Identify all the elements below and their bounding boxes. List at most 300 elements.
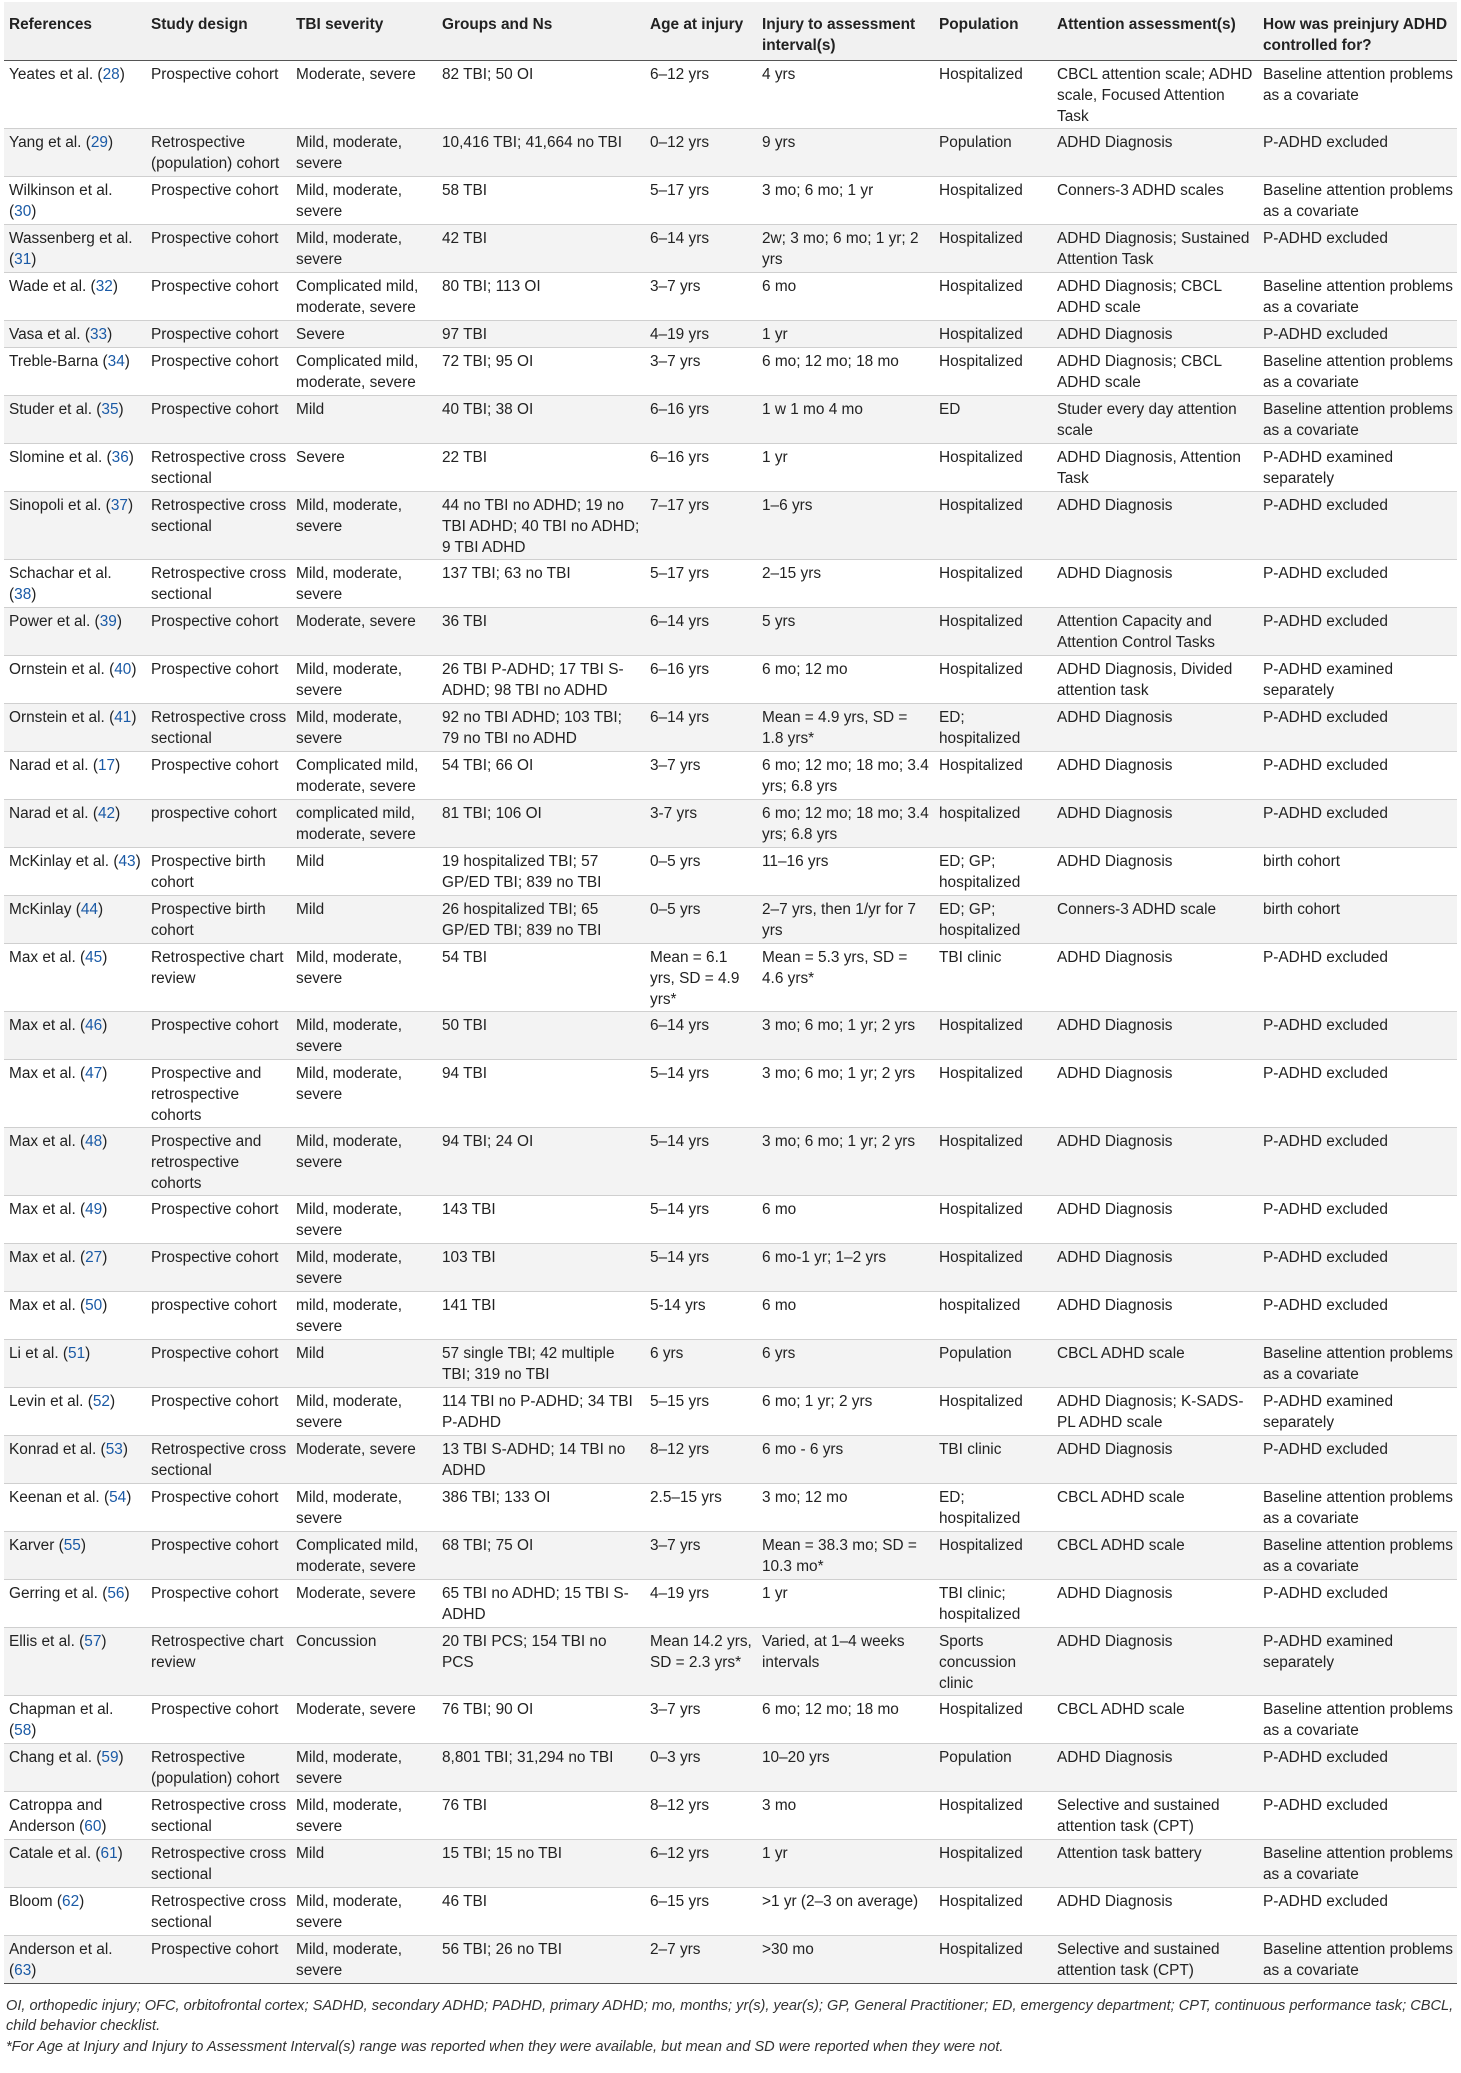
assessment-cell: ADHD Diagnosis <box>1052 1292 1258 1340</box>
column-header-tbi-severity: TBI severity <box>291 2 437 61</box>
interval-cell: 9 yrs <box>757 129 934 177</box>
table-header <box>4 2 1457 61</box>
reference-number-link[interactable]: 47 <box>85 1065 103 1082</box>
age-cell: 8–12 yrs <box>645 1792 757 1840</box>
control-cell: Baseline attention problems as a covariate <box>1258 1696 1457 1744</box>
population-cell: Hospitalized <box>934 61 1052 129</box>
groups-cell: 97 TBI <box>437 321 645 348</box>
interval-cell: Mean = 4.9 yrs, SD = 1.8 yrs* <box>757 704 934 752</box>
reference-number-link[interactable]: 39 <box>99 613 117 630</box>
interval-cell: 3 mo; 6 mo; 1 yr; 2 yrs <box>757 1012 934 1060</box>
reference-author: Slomine et al. <box>9 449 103 466</box>
tbi-severity-cell: Moderate, severe <box>291 1580 437 1628</box>
study-design-cell: Prospective cohort <box>146 1696 291 1744</box>
reference-number-link[interactable]: 54 <box>109 1489 127 1506</box>
reference-number-link[interactable]: 35 <box>101 401 119 418</box>
table-body <box>4 61 1457 1984</box>
study-design-cell: Prospective and retrospective cohorts <box>146 1060 291 1128</box>
reference-number-link[interactable]: 49 <box>85 1201 103 1218</box>
age-cell: 3–7 yrs <box>645 273 757 321</box>
tbi-severity-cell: Mild <box>291 896 437 944</box>
tbi-severity-cell: Complicated mild, moderate, severe <box>291 752 437 800</box>
control-cell: P-ADHD excluded <box>1258 1196 1457 1244</box>
reference-number-link[interactable]: 27 <box>85 1249 103 1266</box>
tbi-severity-cell: Moderate, severe <box>291 1436 437 1484</box>
assessment-cell: Attention Capacity and Attention Control Tasks <box>1052 608 1258 656</box>
groups-cell: 92 no TBI ADHD; 103 TBI; 79 no TBI no ADHD <box>437 704 645 752</box>
groups-cell: 26 hospitalized TBI; 65 GP/ED TBI; 839 no TBI <box>437 896 645 944</box>
table-row <box>4 321 1457 348</box>
age-cell: 6–14 yrs <box>645 225 757 273</box>
interval-cell: Mean = 5.3 yrs, SD = 4.6 yrs* <box>757 944 934 1012</box>
tbi-severity-cell: Mild, moderate, severe <box>291 656 437 704</box>
study-design-cell: Prospective cohort <box>146 321 291 348</box>
control-cell: P-ADHD excluded <box>1258 1292 1457 1340</box>
reference-cell: Power et al. (39) <box>4 608 146 656</box>
reference-author: Gerring et al. <box>9 1585 98 1602</box>
assessment-cell: Attention task battery <box>1052 1840 1258 1888</box>
study-design-cell: Retrospective cross sectional <box>146 1792 291 1840</box>
control-cell: P-ADHD excluded <box>1258 704 1457 752</box>
column-header-references: References <box>4 2 146 61</box>
control-cell: P-ADHD excluded <box>1258 1888 1457 1936</box>
study-design-cell: Prospective cohort <box>146 1936 291 1984</box>
table-row <box>4 1696 1457 1744</box>
groups-cell: 22 TBI <box>437 444 645 492</box>
groups-cell: 80 TBI; 113 OI <box>437 273 645 321</box>
reference-author: McKinlay et al. <box>9 853 110 870</box>
reference-cell: Max et al. (45) <box>4 944 146 1012</box>
reference-number-link[interactable]: 41 <box>114 709 132 726</box>
table-row <box>4 848 1457 896</box>
assessment-cell: ADHD Diagnosis <box>1052 492 1258 560</box>
reference-cell: Li et al. (51) <box>4 1340 146 1388</box>
assessment-cell: CBCL ADHD scale <box>1052 1696 1258 1744</box>
groups-cell: 8,801 TBI; 31,294 no TBI <box>437 1744 645 1792</box>
groups-cell: 20 TBI PCS; 154 TBI no PCS <box>437 1628 645 1696</box>
tbi-severity-cell: mild, moderate, severe <box>291 1292 437 1340</box>
study-design-cell: Retrospective (population) cohort <box>146 129 291 177</box>
age-cell: 6–12 yrs <box>645 1840 757 1888</box>
assessment-cell: ADHD Diagnosis <box>1052 752 1258 800</box>
control-cell: P-ADHD excluded <box>1258 944 1457 1012</box>
control-cell: Baseline attention problems as a covariate <box>1258 348 1457 396</box>
age-cell: 8–12 yrs <box>645 1436 757 1484</box>
reference-number-link[interactable]: 29 <box>90 134 108 151</box>
reference-cell: Narad et al. (17) <box>4 752 146 800</box>
age-cell: 6–16 yrs <box>645 396 757 444</box>
population-cell: Hospitalized <box>934 752 1052 800</box>
tbi-severity-cell: Mild, moderate, severe <box>291 1196 437 1244</box>
reference-author: Max et al. <box>9 1249 76 1266</box>
assessment-cell: ADHD Diagnosis <box>1052 1628 1258 1696</box>
assessment-cell: ADHD Diagnosis <box>1052 1580 1258 1628</box>
interval-cell: 6 yrs <box>757 1340 934 1388</box>
reference-author: Karver <box>9 1537 55 1554</box>
study-design-cell: Prospective birth cohort <box>146 896 291 944</box>
table-row <box>4 1012 1457 1060</box>
reference-cell: Vasa et al. (33) <box>4 321 146 348</box>
reference-cell: Keenan et al. (54) <box>4 1484 146 1532</box>
control-cell: P-ADHD examined separately <box>1258 656 1457 704</box>
population-cell: Hospitalized <box>934 1532 1052 1580</box>
reference-cell: Konrad et al. (53) <box>4 1436 146 1484</box>
reference-number-link[interactable]: 33 <box>90 326 108 343</box>
table-row <box>4 61 1457 129</box>
population-cell: Hospitalized <box>934 321 1052 348</box>
reference-author: Yeates et al. <box>9 66 94 83</box>
population-cell: Hospitalized <box>934 608 1052 656</box>
age-cell: Mean 14.2 yrs, SD = 2.3 yrs* <box>645 1628 757 1696</box>
table-footnotes <box>0 1984 1461 2057</box>
reference-number-link[interactable]: 48 <box>85 1133 103 1150</box>
table-row <box>4 944 1457 1012</box>
reference-number-link[interactable]: 53 <box>105 1441 123 1458</box>
control-cell: Baseline attention problems as a covariate <box>1258 1340 1457 1388</box>
age-cell: 0–3 yrs <box>645 1744 757 1792</box>
groups-cell: 58 TBI <box>437 177 645 225</box>
table-row <box>4 1196 1457 1244</box>
control-cell: P-ADHD excluded <box>1258 321 1457 348</box>
reference-author: Narad et al. <box>9 805 89 822</box>
study-design-cell: Prospective cohort <box>146 656 291 704</box>
reference-author: Narad et al. <box>9 757 89 774</box>
study-design-cell: Prospective cohort <box>146 1484 291 1532</box>
reference-number-link[interactable]: 57 <box>84 1633 102 1650</box>
reference-author: Konrad et al. <box>9 1441 97 1458</box>
groups-cell: 26 TBI P-ADHD; 17 TBI S-ADHD; 98 TBI no ADHD <box>437 656 645 704</box>
tbi-severity-cell: complicated mild, moderate, severe <box>291 800 437 848</box>
reference-author: Studer et al. <box>9 401 92 418</box>
interval-cell: 6 mo <box>757 1292 934 1340</box>
control-cell: Baseline attention problems as a covariate <box>1258 1936 1457 1984</box>
population-cell: ED <box>934 396 1052 444</box>
reference-number-link[interactable]: 51 <box>68 1345 86 1362</box>
groups-cell: 94 TBI <box>437 1060 645 1128</box>
age-cell: 6–14 yrs <box>645 608 757 656</box>
control-cell: P-ADHD excluded <box>1258 800 1457 848</box>
reference-author: Ornstein et al. <box>9 709 105 726</box>
reference-cell: Yang et al. (29) <box>4 129 146 177</box>
reference-author: Ellis et al. <box>9 1633 75 1650</box>
interval-cell: 1 yr <box>757 444 934 492</box>
table-row <box>4 1792 1457 1840</box>
interval-cell: 6 mo; 12 mo; 18 mo <box>757 348 934 396</box>
reference-cell: McKinlay (44) <box>4 896 146 944</box>
reference-number-link[interactable]: 40 <box>114 661 132 678</box>
population-cell: Hospitalized <box>934 1792 1052 1840</box>
reference-number-link[interactable]: 62 <box>62 1893 80 1910</box>
column-header-attention-assessment: Attention assessment(s) <box>1052 2 1258 61</box>
reference-number-link[interactable]: 56 <box>107 1585 125 1602</box>
reference-author: Wilkinson et al. <box>9 182 113 199</box>
assessment-cell: ADHD Diagnosis <box>1052 129 1258 177</box>
groups-cell: 19 hospitalized TBI; 57 GP/ED TBI; 839 no TBI <box>437 848 645 896</box>
assessment-cell: ADHD Diagnosis <box>1052 1060 1258 1128</box>
table-row <box>4 1888 1457 1936</box>
assessment-cell: Conners-3 ADHD scale <box>1052 896 1258 944</box>
control-cell: P-ADHD excluded <box>1258 129 1457 177</box>
groups-cell: 54 TBI; 66 OI <box>437 752 645 800</box>
reference-author: Li et al. <box>9 1345 59 1362</box>
control-cell: birth cohort <box>1258 896 1457 944</box>
column-header-preinjury-adhd-control: How was preinjury ADHD controlled for? <box>1258 2 1457 61</box>
study-design-cell: Prospective cohort <box>146 752 291 800</box>
groups-cell: 76 TBI; 90 OI <box>437 1696 645 1744</box>
reference-cell: Slomine et al. (36) <box>4 444 146 492</box>
tbi-severity-cell: Severe <box>291 321 437 348</box>
assessment-cell: CBCL ADHD scale <box>1052 1484 1258 1532</box>
reference-cell: Anderson et al. (63) <box>4 1936 146 1984</box>
groups-cell: 68 TBI; 75 OI <box>437 1532 645 1580</box>
control-cell: Baseline attention problems as a covariate <box>1258 177 1457 225</box>
age-cell: 5–14 yrs <box>645 1128 757 1196</box>
groups-cell: 57 single TBI; 42 multiple TBI; 319 no TBI <box>437 1340 645 1388</box>
population-cell: Hospitalized <box>934 273 1052 321</box>
reference-author: Max et al. <box>9 1065 76 1082</box>
population-cell: hospitalized <box>934 800 1052 848</box>
interval-cell: 10–20 yrs <box>757 1744 934 1792</box>
control-cell: P-ADHD excluded <box>1258 1792 1457 1840</box>
table-row <box>4 1244 1457 1292</box>
age-cell: 6–16 yrs <box>645 656 757 704</box>
interval-cell: 5 yrs <box>757 608 934 656</box>
reference-number-link[interactable]: 46 <box>85 1017 103 1034</box>
age-cell: 6–16 yrs <box>645 444 757 492</box>
assessment-cell: ADHD Diagnosis <box>1052 1244 1258 1292</box>
population-cell: Hospitalized <box>934 1696 1052 1744</box>
assessment-cell: ADHD Diagnosis; CBCL ADHD scale <box>1052 348 1258 396</box>
interval-cell: 2–15 yrs <box>757 560 934 608</box>
interval-cell: 6 mo-1 yr; 1–2 yrs <box>757 1244 934 1292</box>
study-design-cell: Retrospective cross sectional <box>146 492 291 560</box>
reference-cell: Ornstein et al. (40) <box>4 656 146 704</box>
reference-number-link[interactable]: 50 <box>85 1297 103 1314</box>
control-cell: P-ADHD excluded <box>1258 608 1457 656</box>
table-row <box>4 1060 1457 1128</box>
reference-number-link[interactable]: 42 <box>97 805 116 822</box>
reference-cell: Max et al. (27) <box>4 1244 146 1292</box>
interval-cell: 11–16 yrs <box>757 848 934 896</box>
reference-number-link[interactable]: 55 <box>63 1537 81 1554</box>
interval-cell: 2–7 yrs, then 1/yr for 7 yrs <box>757 896 934 944</box>
reference-cell: Narad et al. (42) <box>4 800 146 848</box>
tbi-severity-cell: Mild, moderate, severe <box>291 1128 437 1196</box>
reference-author: Power et al. <box>9 613 91 630</box>
study-design-cell: Prospective cohort <box>146 61 291 129</box>
study-design-cell: Prospective cohort <box>146 1532 291 1580</box>
reference-number-link[interactable]: 60 <box>84 1818 102 1835</box>
table-row <box>4 348 1457 396</box>
table-row <box>4 273 1457 321</box>
interval-cell: 3 mo; 12 mo <box>757 1484 934 1532</box>
control-cell: P-ADHD excluded <box>1258 1580 1457 1628</box>
interval-cell: 6 mo; 1 yr; 2 yrs <box>757 1388 934 1436</box>
column-header-injury-to-assessment-interval: Injury to assessment interval(s) <box>757 2 934 61</box>
reference-author: Max et al. <box>9 1201 76 1218</box>
column-header-groups-and-ns: Groups and Ns <box>437 2 645 61</box>
reference-author: Sinopoli et al. <box>9 497 102 514</box>
groups-cell: 42 TBI <box>437 225 645 273</box>
interval-cell: 1 yr <box>757 1840 934 1888</box>
reference-number-link[interactable]: 52 <box>92 1393 110 1410</box>
reference-number-link[interactable]: 59 <box>101 1749 119 1766</box>
age-cell: 6–14 yrs <box>645 1012 757 1060</box>
assessment-cell: ADHD Diagnosis, Divided attention task <box>1052 656 1258 704</box>
tbi-severity-cell: Mild, moderate, severe <box>291 1744 437 1792</box>
age-cell: 5–17 yrs <box>645 560 757 608</box>
reference-number-link[interactable]: 30 <box>14 203 32 220</box>
age-cell: 3-7 yrs <box>645 800 757 848</box>
tbi-severity-cell: Mild <box>291 848 437 896</box>
reference-number-link[interactable]: 32 <box>95 278 113 295</box>
age-cell: 0–5 yrs <box>645 896 757 944</box>
column-header-age-at-injury: Age at injury <box>645 2 757 61</box>
population-cell: ED; GP; hospitalized <box>934 848 1052 896</box>
age-cell: 5–17 yrs <box>645 177 757 225</box>
assessment-cell: Selective and sustained attention task (CPT) <box>1052 1792 1258 1840</box>
population-cell: TBI clinic; hospitalized <box>934 1580 1052 1628</box>
reference-cell: Wassenberg et al. (31) <box>4 225 146 273</box>
tbi-severity-cell: Mild <box>291 1340 437 1388</box>
reference-number-link[interactable]: 31 <box>14 251 32 268</box>
tbi-severity-cell: Mild, moderate, severe <box>291 1060 437 1128</box>
study-design-cell: Prospective cohort <box>146 225 291 273</box>
abbreviations-footnote: OI, orthopedic injury; OFC, orbitofrontal cortex; SADHD, secondary ADHD; PADHD, primary ADHD; mo, months; yr(s), year(s); GP, General Practitioner; ED, emergency department; CPT, continuous performance task; CBCL, child behavior checklist. <box>6 1998 1454 2034</box>
interval-cell: 3 mo; 6 mo; 1 yr; 2 yrs <box>757 1060 934 1128</box>
reference-number-link[interactable]: 37 <box>110 497 128 514</box>
control-cell: P-ADHD examined separately <box>1258 444 1457 492</box>
reference-cell: Max et al. (50) <box>4 1292 146 1340</box>
groups-cell: 386 TBI; 133 OI <box>437 1484 645 1532</box>
table-row <box>4 1580 1457 1628</box>
reference-cell: Chang et al. (59) <box>4 1744 146 1792</box>
assessment-cell: ADHD Diagnosis <box>1052 1012 1258 1060</box>
tbi-severity-cell: Complicated mild, moderate, severe <box>291 1532 437 1580</box>
reference-author: Max et al. <box>9 1297 76 1314</box>
assessment-cell: Selective and sustained attention task (CPT) <box>1052 1936 1258 1984</box>
study-design-cell: Retrospective cross sectional <box>146 560 291 608</box>
reference-number-link[interactable]: 28 <box>102 66 120 83</box>
study-design-cell: Prospective cohort <box>146 608 291 656</box>
population-cell: Population <box>934 129 1052 177</box>
control-cell: P-ADHD excluded <box>1258 225 1457 273</box>
studies-table <box>4 2 1457 1984</box>
population-cell: ED; GP; hospitalized <box>934 896 1052 944</box>
reference-number-link[interactable]: 45 <box>85 949 103 966</box>
interval-cell: 1 yr <box>757 321 934 348</box>
table-row <box>4 177 1457 225</box>
age-cell: 3–7 yrs <box>645 1696 757 1744</box>
interval-cell: 4 yrs <box>757 61 934 129</box>
table-row <box>4 1388 1457 1436</box>
control-cell: P-ADHD examined separately <box>1258 1628 1457 1696</box>
reference-author: Chapman et al. <box>9 1701 114 1718</box>
tbi-severity-cell: Mild, moderate, severe <box>291 1484 437 1532</box>
reference-number-link[interactable]: 38 <box>14 586 32 603</box>
study-design-cell: Prospective cohort <box>146 1244 291 1292</box>
tbi-severity-cell: Mild, moderate, severe <box>291 560 437 608</box>
tbi-severity-cell: Mild <box>291 1840 437 1888</box>
study-design-cell: Retrospective (population) cohort <box>146 1744 291 1792</box>
interval-cell: 2w; 3 mo; 6 mo; 1 yr; 2 yrs <box>757 225 934 273</box>
reference-number-link[interactable]: 61 <box>100 1845 118 1862</box>
age-cell: 6–12 yrs <box>645 61 757 129</box>
reference-author: Schachar et al. <box>9 565 112 582</box>
table-row <box>4 225 1457 273</box>
reference-cell: McKinlay et al. (43) <box>4 848 146 896</box>
age-cell: 0–5 yrs <box>645 848 757 896</box>
interval-cell: >30 mo <box>757 1936 934 1984</box>
assessment-cell: ADHD Diagnosis; Sustained Attention Task <box>1052 225 1258 273</box>
age-cell: 7–17 yrs <box>645 492 757 560</box>
reference-number-link[interactable]: 34 <box>107 353 125 370</box>
table-row <box>4 129 1457 177</box>
reference-author: Levin et al. <box>9 1393 84 1410</box>
reference-number-link[interactable]: 58 <box>14 1722 32 1739</box>
reference-cell: Karver (55) <box>4 1532 146 1580</box>
reference-author: Anderson et al. <box>9 1941 113 1958</box>
reference-number-link[interactable]: 63 <box>14 1962 32 1979</box>
control-cell: P-ADHD excluded <box>1258 1436 1457 1484</box>
table-row <box>4 704 1457 752</box>
assessment-cell: ADHD Diagnosis <box>1052 560 1258 608</box>
interval-cell: 6 mo; 12 mo <box>757 656 934 704</box>
assessment-cell: Studer every day attention scale <box>1052 396 1258 444</box>
study-design-cell: Prospective cohort <box>146 1580 291 1628</box>
reference-number-link[interactable]: 43 <box>118 853 136 870</box>
reference-cell: Wade et al. (32) <box>4 273 146 321</box>
reference-author: Max et al. <box>9 949 76 966</box>
control-cell: Baseline attention problems as a covariate <box>1258 273 1457 321</box>
assessment-cell: Conners-3 ADHD scales <box>1052 177 1258 225</box>
reference-cell: Studer et al. (35) <box>4 396 146 444</box>
age-cell: 5–15 yrs <box>645 1388 757 1436</box>
population-cell: ED; hospitalized <box>934 704 1052 752</box>
reference-number-link[interactable]: 17 <box>97 757 116 774</box>
population-cell: Hospitalized <box>934 492 1052 560</box>
age-cell: 6 yrs <box>645 1340 757 1388</box>
interval-cell: 6 mo; 12 mo; 18 mo; 3.4 yrs; 6.8 yrs <box>757 752 934 800</box>
age-cell: 6–15 yrs <box>645 1888 757 1936</box>
interval-cell: Mean = 38.3 mo; SD = 10.3 mo* <box>757 1532 934 1580</box>
table-row <box>4 800 1457 848</box>
interval-cell: 3 mo; 6 mo; 1 yr <box>757 177 934 225</box>
reference-cell: Ornstein et al. (41) <box>4 704 146 752</box>
interval-cell: 6 mo <box>757 1196 934 1244</box>
tbi-severity-cell: Mild, moderate, severe <box>291 225 437 273</box>
assessment-cell: ADHD Diagnosis, Attention Task <box>1052 444 1258 492</box>
assessment-cell: ADHD Diagnosis <box>1052 1436 1258 1484</box>
groups-cell: 76 TBI <box>437 1792 645 1840</box>
table-row <box>4 1936 1457 1984</box>
population-cell: Hospitalized <box>934 1840 1052 1888</box>
reference-number-link[interactable]: 36 <box>111 449 129 466</box>
study-design-cell: prospective cohort <box>146 1292 291 1340</box>
population-cell: Population <box>934 1340 1052 1388</box>
tbi-severity-cell: Complicated mild, moderate, severe <box>291 348 437 396</box>
control-cell: Baseline attention problems as a covariate <box>1258 1484 1457 1532</box>
population-cell: TBI clinic <box>934 944 1052 1012</box>
table-row <box>4 1292 1457 1340</box>
reference-author: Keenan et al. <box>9 1489 100 1506</box>
header-row <box>4 2 1457 61</box>
table-row <box>4 1744 1457 1792</box>
table-row <box>4 656 1457 704</box>
reference-number-link[interactable]: 44 <box>80 901 98 918</box>
age-cell: 0–12 yrs <box>645 129 757 177</box>
tbi-severity-cell: Moderate, severe <box>291 1696 437 1744</box>
